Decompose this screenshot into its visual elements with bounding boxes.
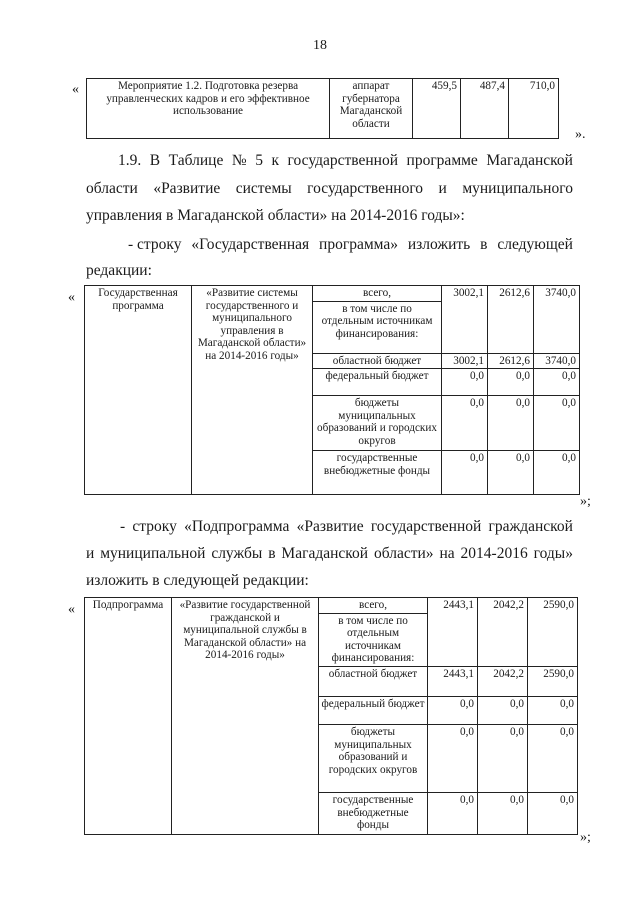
close-quote: »; — [580, 830, 591, 845]
word: области — [86, 180, 138, 197]
word: программа» — [319, 236, 398, 253]
row-label: областной бюджет — [319, 666, 428, 696]
word: 2014-2016 — [460, 545, 528, 562]
value-cell: 0,0 — [534, 369, 580, 396]
value-cell: 2443,1 — [428, 598, 478, 614]
program-type-cell: Подпрограмма — [85, 598, 172, 835]
value-cell: 3002,1 — [442, 286, 488, 302]
paragraph-line — [128, 236, 573, 254]
open-quote: « — [68, 602, 75, 617]
paragraph-line — [86, 545, 573, 563]
paragraph-line: изложить в следующей редакции: — [86, 572, 309, 589]
value-cell: 0,0 — [442, 451, 488, 495]
value-cell — [528, 613, 578, 666]
value-cell: 2443,1 — [428, 666, 478, 696]
word: В — [149, 152, 161, 169]
value-cell: 710,0 — [509, 79, 559, 139]
row-label: всего, — [313, 286, 442, 302]
value-cell: 0,0 — [442, 369, 488, 396]
word: государственного — [307, 180, 424, 197]
word: области» — [373, 545, 434, 562]
paragraph-line — [120, 518, 573, 536]
word: годы» — [533, 545, 573, 562]
word: строку — [132, 518, 177, 535]
value-cell: 0,0 — [478, 724, 528, 792]
activity-table — [86, 78, 559, 139]
program-type-cell: Государственная программа — [85, 286, 192, 495]
value-cell: 2590,0 — [528, 666, 578, 696]
word: государственной — [287, 152, 398, 169]
word: следующей — [497, 236, 573, 253]
value-cell: 0,0 — [488, 369, 534, 396]
word: 5 — [255, 152, 263, 169]
program-table — [84, 285, 580, 495]
value-cell: 2042,2 — [478, 666, 528, 696]
word: «Государственная — [191, 236, 310, 253]
value-cell: 0,0 — [428, 696, 478, 724]
row-label: в том числе по отдельным источникам финансирования: — [319, 613, 428, 666]
value-cell — [442, 301, 488, 353]
row-label: бюджеты муниципальных образований и городских округов — [313, 396, 442, 451]
row-label: областной бюджет — [313, 353, 442, 369]
value-cell — [478, 613, 528, 666]
paragraph-line: редакции: — [86, 262, 152, 279]
paragraph-line: управления в Магаданской области» на 2014-2016 годы»: — [86, 207, 465, 224]
subprogram-table — [84, 597, 578, 835]
word: программе — [406, 152, 478, 169]
row-label: всего, — [319, 598, 428, 614]
value-cell: 0,0 — [442, 396, 488, 451]
value-cell — [488, 301, 534, 353]
paragraph-line — [118, 152, 573, 170]
word: в — [268, 545, 276, 562]
value-cell: 487,4 — [461, 79, 509, 139]
value-cell: 0,0 — [478, 792, 528, 834]
word: - — [120, 518, 126, 535]
page-number: 18 — [313, 38, 327, 53]
row-label: бюджеты муниципальных образований и городских округов — [319, 724, 428, 792]
value-cell: 0,0 — [488, 396, 534, 451]
open-quote: « — [68, 290, 75, 305]
word: государственной — [370, 518, 482, 535]
word: Таблице — [168, 152, 224, 169]
word: в — [480, 236, 488, 253]
row-label: федеральный бюджет — [319, 696, 428, 724]
value-cell: 2042,2 — [478, 598, 528, 614]
word: № — [231, 152, 247, 169]
word: Магаданской — [486, 152, 573, 169]
value-cell: 2612,6 — [488, 353, 534, 369]
word: и — [86, 545, 95, 562]
paragraph-line — [86, 180, 573, 198]
value-cell: 3740,0 — [534, 286, 580, 302]
row-label: государственные внебюджетные фонды — [313, 451, 442, 495]
word: системы — [235, 180, 292, 197]
word: муниципальной — [100, 545, 206, 562]
value-cell: 3002,1 — [442, 353, 488, 369]
program-name-cell: «Развитие системы государственного и муниципального управления в Магаданской области» на 2014-2016 годы» — [192, 286, 313, 495]
program-name-cell: «Развитие государственной гражданской и муниципальной службы в Магаданской области» на 2014-2016 годы» — [172, 598, 319, 835]
row-label: государственные внебюджетные фонды — [319, 792, 428, 834]
value-cell: 0,0 — [534, 396, 580, 451]
value-cell: 2612,6 — [488, 286, 534, 302]
executor-cell: аппарат губернатора Магаданской области — [330, 79, 413, 139]
value-cell: 3740,0 — [534, 353, 580, 369]
value-cell: 0,0 — [528, 724, 578, 792]
value-cell: 0,0 — [428, 792, 478, 834]
word: на — [439, 545, 455, 562]
value-cell: 0,0 — [528, 792, 578, 834]
value-cell: 0,0 — [534, 451, 580, 495]
value-cell — [534, 301, 580, 353]
word: «Подпрограмма — [184, 518, 290, 535]
row-label: в том числе по отдельным источникам финансирования: — [313, 301, 442, 353]
word: - строку — [128, 236, 182, 253]
value-cell: 0,0 — [488, 451, 534, 495]
value-cell: 459,5 — [413, 79, 461, 139]
close-quote: »; — [580, 494, 591, 509]
word: к — [271, 152, 279, 169]
word: «Развитие — [153, 180, 221, 197]
word: «Развитие — [296, 518, 364, 535]
close-quote: ». — [575, 127, 586, 142]
value-cell: 2590,0 — [528, 598, 578, 614]
value-cell — [428, 613, 478, 666]
word: гражданской — [488, 518, 573, 535]
word: 1.9. — [118, 152, 142, 169]
activity-cell: Мероприятие 1.2. Подготовка резерва управленческих кадров и его эффективное использование — [87, 79, 330, 139]
value-cell: 0,0 — [528, 696, 578, 724]
word: муниципального — [462, 180, 573, 197]
value-cell: 0,0 — [428, 724, 478, 792]
row-label: федеральный бюджет — [313, 369, 442, 396]
word: службы — [211, 545, 263, 562]
word: Магаданской — [281, 545, 369, 562]
word: и — [438, 180, 447, 197]
word: изложить — [407, 236, 471, 253]
value-cell: 0,0 — [478, 696, 528, 724]
open-quote: « — [72, 82, 79, 97]
